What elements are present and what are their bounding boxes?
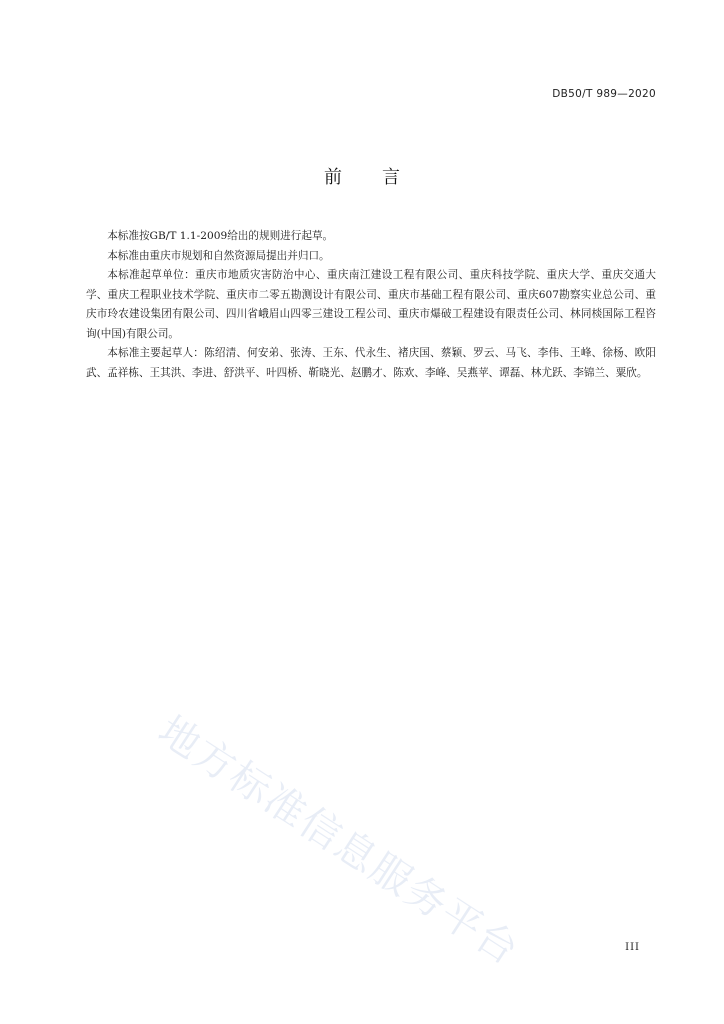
document-body [86,227,656,383]
paragraph-drafting-rules: 本标准按GB/T 1.1-2009给出的规则进行起草。 [107,230,334,242]
paragraph-proposer: 本标准由重庆市规划和自然资源局提出并归口。 [107,249,330,262]
paragraph-drafting-units: 本标准起草单位：重庆市地质灾害防治中心、重庆南江建设工程有限公司、重庆科技学院、重庆大学、重庆交通大学、重庆工程职业技术学院、重庆市二零五勘测设计有限公司、重庆市基础工程有限公司、重庆607勘察实业总公司、重庆市玲农建设集团有限公司、四川省峨眉山四零三建设工程公司、重庆市爆破工程建设有限责任公司、林同棪国际工程咨询(中国)有限公司。 [86,269,656,340]
page-title: 前言 [324,167,440,188]
document-code: DB50/T 989—2020 [552,88,656,100]
page-number: III [625,942,640,953]
paragraph-drafters: 本标准主要起草人：陈绍清、何安弟、张涛、王东、代永生、褚庆国、蔡颖、罗云、马飞、李伟、王峰、徐杨、欧阳武、孟祥栋、王其洪、李进、舒洪平、叶四桥、靳晓光、赵鹏才、陈欢、李峰、吴燕苹、谭磊、林尤跃、李锦兰、粟欣。 [86,347,656,379]
watermark: 地方标准信息服务平台 [150,707,528,975]
